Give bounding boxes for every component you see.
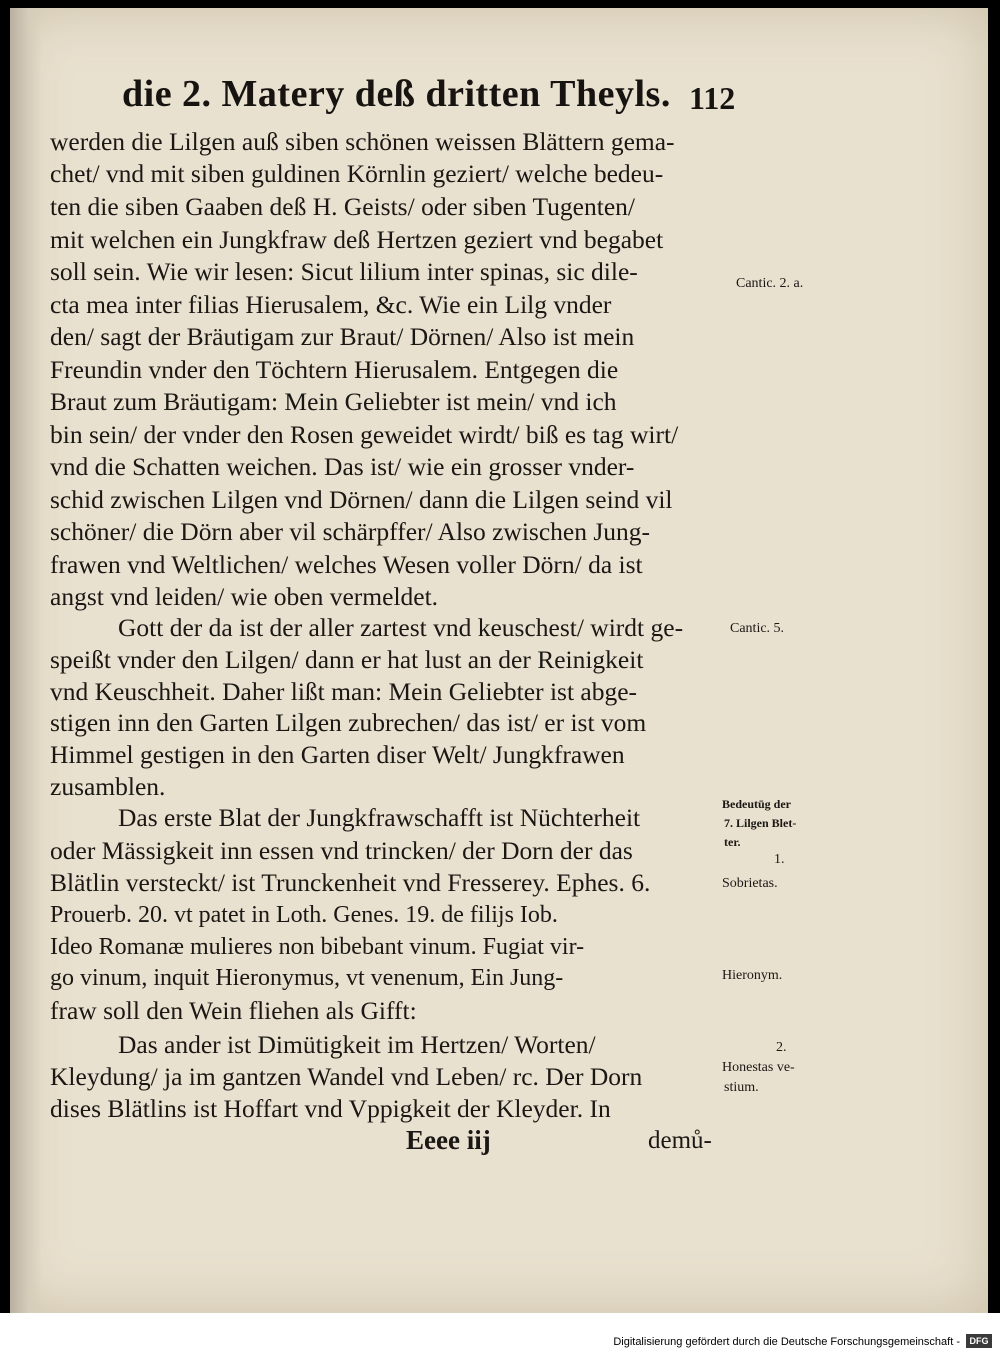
text-line: den/ sagt der Bräutigam zur Braut/ Dörnen/ Also ist mein (50, 322, 635, 351)
text-line: schid zwischen Lilgen vnd Dörnen/ dann die Lilgen seind vil (50, 485, 673, 514)
margin-note-honestas: Honestas ve- (722, 1060, 795, 1075)
signature-mark: Eeee iij (406, 1125, 491, 1155)
page-gutter (10, 8, 42, 1313)
text-line: frawen vnd Weltlichen/ welches Wesen voller Dörn/ da ist (50, 550, 643, 579)
margin-note-honestas: stium. (724, 1080, 759, 1095)
text-line: dises Blätlins ist Hoffart vnd Vppigkeit der Kleyder. In (50, 1094, 611, 1123)
text-line: zusamblen. (50, 772, 166, 801)
text-line: schöner/ die Dörn aber vil schärpffer/ Also zwischen Jung- (50, 517, 651, 546)
margin-note-bedeutung: ter. (724, 835, 741, 849)
text-line: chet/ vnd mit siben guldinen Körnlin geziert/ welche bedeu- (50, 159, 664, 188)
text-line: fraw soll den Wein fliehen als Gifft: (50, 996, 417, 1025)
margin-note-hieronym: Hieronym. (722, 968, 783, 983)
text-line: soll sein. Wie wir lesen: Sicut lilium inter spinas, sic dile- (50, 257, 638, 286)
margin-note-bedeutung: 7. Lilgen Blet- (724, 816, 797, 830)
text-line: Kleydung/ ja im gantzen Wandel vnd Leben/ rc. Der Dorn (50, 1062, 643, 1091)
dfg-logo: DFG (966, 1334, 992, 1348)
text-line: ten die siben Gaaben deß H. Geists/ oder siben Tugenten/ (50, 192, 635, 221)
text-line: speißt vnder den Lilgen/ dann er hat lust an der Reinigkeit (50, 645, 644, 674)
text-line: werden die Lilgen auß siben schönen weissen Blättern gema- (50, 127, 675, 156)
margin-note-bedeutung: Bedeutūg der (722, 797, 791, 811)
margin-note-cantic-5: Cantic. 5. (730, 621, 785, 636)
text-line: Das erste Blat der Jungkfrawschafft ist Nüchterheit (118, 803, 641, 832)
text-line: mit welchen ein Jungkfraw deß Hertzen geziert vnd begabet (50, 225, 664, 254)
funding-credit: Digitalisierung gefördert durch die Deutsche Forschungsgemeinschaft - (613, 1336, 960, 1348)
text-line: Das ander ist Dimütigkeit im Hertzen/ Worten/ (118, 1030, 596, 1059)
text-line: Prouerb. 20. vt patet in Loth. Genes. 19. de filijs Iob. (50, 902, 558, 928)
margin-note-cantic-2: Cantic. 2. a. (736, 276, 804, 291)
running-title: die 2. Matery deß dritten Theyls. (122, 73, 671, 115)
margin-note-number: 1. (774, 852, 785, 867)
text-line: Himmel gestigen in den Garten diser Welt/ Jungkfrawen (50, 740, 625, 769)
text-line: Blätlin versteckt/ ist Trunckenheit vnd Fresserey. Ephes. 6. (50, 868, 651, 897)
text-line: Gott der da ist der aller zartest vnd keuschest/ wirdt ge- (118, 613, 684, 642)
catchword: demů- (648, 1127, 712, 1154)
page-number: 112 (689, 80, 736, 116)
margin-note-number: 2. (776, 1040, 787, 1055)
text-line: bin sein/ der vnder den Rosen geweidet wirdt/ biß es tag wirt/ (50, 420, 679, 449)
text-line: Freundin vnder den Töchtern Hierusalem. Entgegen die (50, 355, 619, 384)
margin-note-sobrietas: Sobrietas. (722, 876, 778, 891)
text-line: Braut zum Bräutigam: Mein Geliebter ist mein/ vnd ich (50, 387, 617, 416)
text-line: vnd die Schatten weichen. Das ist/ wie ein grosser vnder- (50, 452, 635, 481)
text-line: go vinum, inquit Hieronymus, vt venenum, Ein Jung- (50, 965, 564, 991)
text-line: angst vnd leiden/ wie oben vermeldet. (50, 582, 439, 611)
text-line: cta mea inter filias Hierusalem, &c. Wie ein Lilg vnder (50, 290, 612, 319)
text-line: vnd Keuschheit. Daher lißt man: Mein Geliebter ist abge- (50, 677, 638, 706)
text-line: Ideo Romanæ mulieres non bibebant vinum. Fugiat vir- (50, 934, 585, 960)
text-line: stigen inn den Garten Lilgen zubrechen/ das ist/ er ist vom (50, 708, 647, 737)
text-line: oder Mässigkeit inn essen vnd trincken/ der Dorn der das (50, 836, 633, 865)
